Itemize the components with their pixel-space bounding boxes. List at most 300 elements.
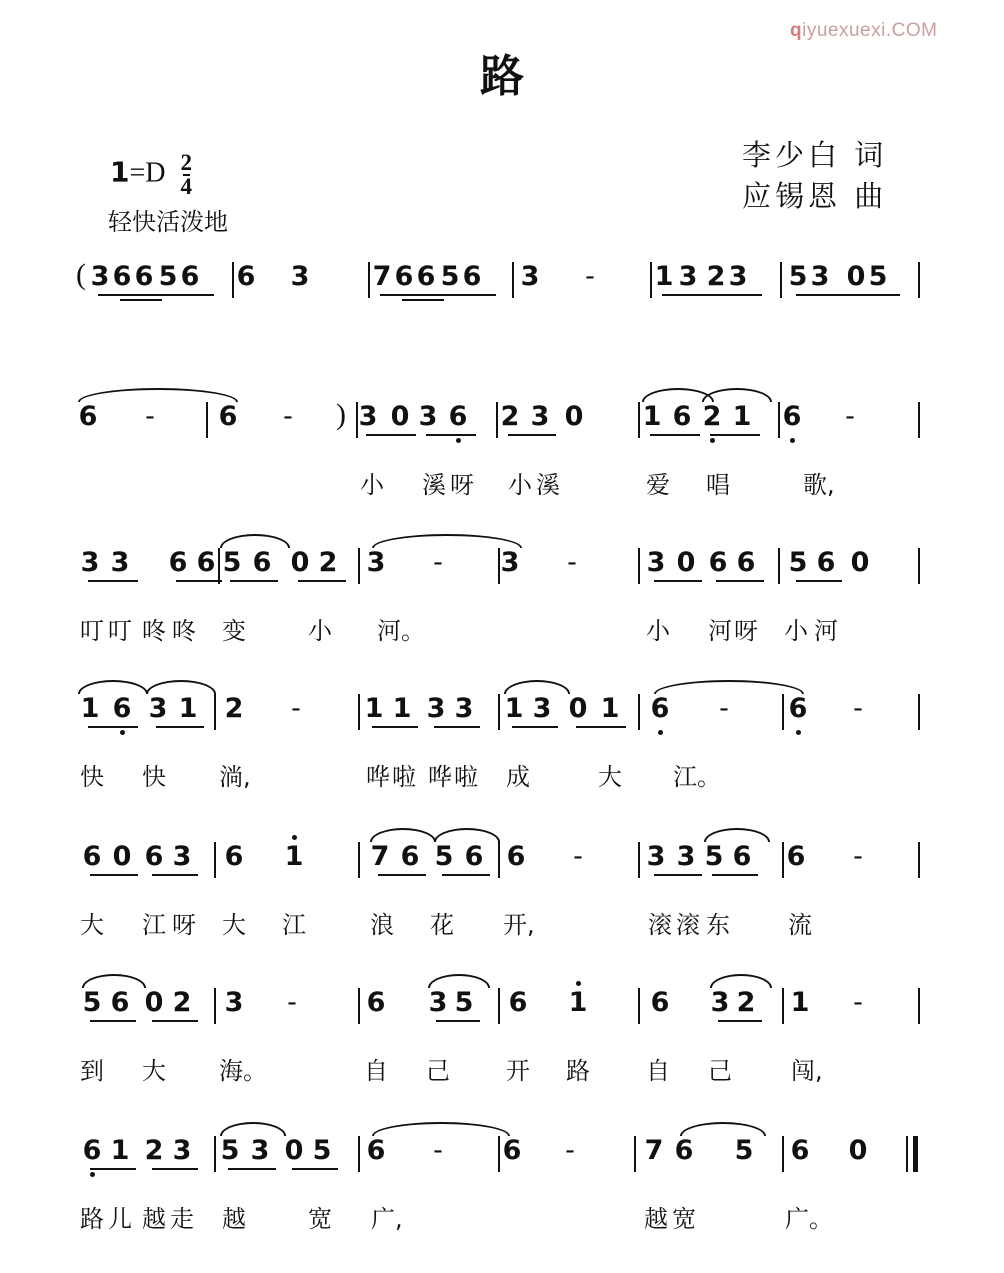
- note: 6: [790, 1135, 810, 1166]
- score-line: [0, 692, 1004, 812]
- beam-underline: [230, 580, 278, 582]
- bar-line: [778, 402, 780, 438]
- note: 6: [168, 547, 188, 578]
- lyric-syllable: 小: [308, 617, 332, 645]
- lyric-syllable: 江: [282, 911, 306, 939]
- lyric-syllable: 开: [506, 1057, 530, 1085]
- score-line: [0, 986, 1004, 1106]
- beam-underline: [796, 580, 842, 582]
- time-signature: [181, 152, 193, 198]
- beam-underline: [378, 874, 426, 876]
- note: 5: [222, 547, 242, 578]
- slur-arc: [504, 680, 570, 694]
- slur-arc: [372, 1122, 510, 1136]
- note: 6: [394, 261, 414, 292]
- slur-arc: [704, 828, 770, 842]
- composer-credit: 应锡恩 曲: [742, 179, 888, 213]
- key-signature: [110, 152, 192, 198]
- slur-arc: [434, 828, 500, 842]
- beam-underline: [796, 294, 900, 296]
- note: 6: [816, 547, 836, 578]
- bar-line: [356, 402, 358, 438]
- score-line: [0, 840, 1004, 960]
- beam-underline: [156, 726, 204, 728]
- note: 3: [426, 693, 446, 724]
- note: 6: [672, 401, 692, 432]
- note: 0: [676, 547, 696, 578]
- lyric-syllable: 叮: [108, 617, 132, 645]
- bar-line: [498, 548, 500, 584]
- note: 5: [788, 261, 808, 292]
- lyric-syllable: 自: [646, 1057, 670, 1085]
- slur-arc: [680, 1122, 766, 1136]
- notation-row: [0, 986, 1004, 1026]
- score-line: [0, 1134, 1004, 1254]
- note: 1: [80, 693, 100, 724]
- note: 1: [642, 401, 662, 432]
- bar-line: [638, 548, 640, 584]
- note: 0: [846, 261, 866, 292]
- beam-underline: [576, 726, 626, 728]
- note: 3: [366, 547, 386, 578]
- slur-arc: [146, 680, 216, 694]
- lyric-syllable: 成: [506, 763, 530, 791]
- note-dash: -: [573, 841, 583, 872]
- note: 1: [732, 401, 752, 432]
- lyric-syllable: 儿: [108, 1205, 132, 1233]
- note-dash: -: [853, 987, 863, 1018]
- note: 2: [224, 693, 244, 724]
- score-line: [0, 546, 1004, 666]
- lyric-syllable: 闯,: [791, 1057, 823, 1085]
- note: 2: [144, 1135, 164, 1166]
- note: 3: [810, 261, 830, 292]
- lyric-syllable: 呀: [734, 617, 758, 645]
- lyric-syllable: 咚: [172, 617, 196, 645]
- beam-underline: [654, 874, 702, 876]
- lyric-syllable: 快: [142, 763, 166, 791]
- bar-line: [214, 694, 216, 730]
- lyric-syllable: 大: [80, 911, 104, 939]
- note: 0: [564, 401, 584, 432]
- beam-underline: [512, 726, 558, 728]
- key-tonic: 1: [110, 155, 130, 189]
- lyric-syllable: 花: [430, 911, 454, 939]
- lyric-syllable: 大: [598, 763, 622, 791]
- bar-line: [498, 842, 500, 878]
- note: 3: [532, 693, 552, 724]
- bar-line: [780, 262, 782, 298]
- lyric-syllable: 呀: [450, 471, 474, 499]
- beam-underline: [152, 1020, 198, 1022]
- beam-underline: [710, 434, 760, 436]
- notation-row: [0, 260, 1004, 300]
- note: 7: [372, 261, 392, 292]
- note: 0: [848, 1135, 868, 1166]
- notation-row: [0, 546, 1004, 586]
- lyric-syllable: 江。: [673, 763, 721, 791]
- bar-line: [782, 694, 784, 730]
- note: 6: [82, 841, 102, 872]
- bar-line: [206, 402, 208, 438]
- beam-underline: [88, 726, 138, 728]
- slur-arc: [220, 534, 290, 548]
- note: 3: [728, 261, 748, 292]
- note: 6: [736, 547, 756, 578]
- slur-arc: [702, 388, 772, 402]
- lyric-syllable: 自: [364, 1057, 388, 1085]
- beam-underline: [228, 1168, 276, 1170]
- lyric-syllable: 哗: [366, 763, 390, 791]
- bar-line: [782, 1136, 784, 1172]
- beam-underline: [292, 1168, 338, 1170]
- bar-line: [358, 842, 360, 878]
- notation-row: [0, 400, 1004, 440]
- note: 5: [788, 547, 808, 578]
- note: 0: [290, 547, 310, 578]
- note: 1: [178, 693, 198, 724]
- score-line: [0, 260, 1004, 380]
- note: 6: [788, 693, 808, 724]
- note: 3: [148, 693, 168, 724]
- beam-underline: [436, 1020, 480, 1022]
- beam-underline: [90, 1020, 136, 1022]
- beam-underline: [434, 726, 480, 728]
- lyric-syllable: 河。: [377, 617, 425, 645]
- beam-underline: [372, 726, 418, 728]
- note: 3: [358, 401, 378, 432]
- note: 5: [454, 987, 474, 1018]
- note: 6: [110, 987, 130, 1018]
- note: 6: [508, 987, 528, 1018]
- time-numerator: 2: [180, 150, 193, 175]
- bar-line: [782, 988, 784, 1024]
- lyric-syllable: 小: [508, 471, 532, 499]
- bar-line: [498, 988, 500, 1024]
- slur-arc: [710, 974, 772, 988]
- beam-underline: [662, 294, 762, 296]
- watermark: qiyuexuexi.COM: [790, 20, 938, 41]
- lyric-syllable: 小: [360, 471, 384, 499]
- note: 6: [82, 1135, 102, 1166]
- note-dash: -: [719, 693, 729, 724]
- beam-underline: [88, 580, 138, 582]
- lyric-syllable: 己: [708, 1057, 732, 1085]
- note: 3: [500, 547, 520, 578]
- note: 6: [218, 401, 238, 432]
- lyric-syllable: 滚: [676, 911, 700, 939]
- note: 1: [364, 693, 384, 724]
- lyricist-credit: 李少白 词: [742, 138, 888, 172]
- bar-line: [214, 988, 216, 1024]
- bar-line: [214, 842, 216, 878]
- note-dash: -: [853, 841, 863, 872]
- note: 6: [112, 261, 132, 292]
- beam-underline: [90, 874, 138, 876]
- note: 6: [400, 841, 420, 872]
- note: 3: [224, 987, 244, 1018]
- bar-line: [650, 262, 652, 298]
- lyric-syllable: 淌,: [219, 763, 251, 791]
- note-dash: -: [145, 401, 155, 432]
- note-dash: -: [845, 401, 855, 432]
- note: 7: [370, 841, 390, 872]
- score-line: [0, 400, 1004, 520]
- lyric-syllable: 越: [222, 1205, 246, 1233]
- beam-underline: [442, 874, 490, 876]
- note: 6: [502, 1135, 522, 1166]
- note: 5: [734, 1135, 754, 1166]
- note: 3: [454, 693, 474, 724]
- note: 6: [366, 987, 386, 1018]
- lyric-syllable: 快: [80, 763, 104, 791]
- note-dash: -: [565, 1135, 575, 1166]
- lyric-syllable: 广,: [371, 1205, 403, 1233]
- beam-underline: [298, 580, 346, 582]
- bar-line: [512, 262, 514, 298]
- note: 6: [78, 401, 98, 432]
- note: 5: [704, 841, 724, 872]
- note: 2: [706, 261, 726, 292]
- repeat-parenthesis: (: [76, 258, 86, 291]
- lyric-syllable: 越: [644, 1205, 668, 1233]
- lyric-syllable: 河: [814, 617, 838, 645]
- lyric-syllable: 开,: [503, 911, 535, 939]
- bar-line: [634, 1136, 636, 1172]
- slur-arc: [370, 828, 436, 842]
- bar-line: [918, 842, 920, 878]
- note: 6: [462, 261, 482, 292]
- lyric-syllable: 宽: [672, 1205, 696, 1233]
- note: 0: [568, 693, 588, 724]
- note: 5: [868, 261, 888, 292]
- lyric-syllable: 小: [784, 617, 808, 645]
- lyric-syllable: 走: [170, 1205, 194, 1233]
- lyric-syllable: 宽: [308, 1205, 332, 1233]
- lyric-syllable: 己: [426, 1057, 450, 1085]
- bar-line: [358, 988, 360, 1024]
- key-note: D: [145, 157, 166, 189]
- beam-underline: [176, 580, 222, 582]
- beam-underline: [718, 1020, 762, 1022]
- beam-underline: [366, 434, 416, 436]
- note: 6: [464, 841, 484, 872]
- beam-underline: [120, 299, 162, 301]
- bar-line: [918, 548, 920, 584]
- bar-line: [638, 988, 640, 1024]
- note: 6: [782, 401, 802, 432]
- slur-arc: [78, 388, 238, 402]
- bar-line: [358, 694, 360, 730]
- lyric-syllable: 叮: [80, 617, 104, 645]
- note: 3: [172, 841, 192, 872]
- note-dash: -: [853, 693, 863, 724]
- beam-underline: [426, 434, 476, 436]
- lyric-syllable: 路: [80, 1205, 104, 1233]
- time-denominator: 4: [180, 174, 193, 199]
- note: 6: [506, 841, 526, 872]
- note: 2: [702, 401, 722, 432]
- note: 6: [236, 261, 256, 292]
- note: 2: [172, 987, 192, 1018]
- bar-line: [218, 548, 220, 584]
- note: 3: [250, 1135, 270, 1166]
- note: 6: [732, 841, 752, 872]
- note: 1: [504, 693, 524, 724]
- beam-underline: [654, 580, 702, 582]
- note: 3: [428, 987, 448, 1018]
- note: 6: [112, 693, 132, 724]
- note: 6: [224, 841, 244, 872]
- bar-line: [918, 402, 920, 438]
- bar-line: [496, 402, 498, 438]
- lyric-syllable: 溪: [422, 471, 446, 499]
- note-dash: -: [585, 261, 595, 292]
- note: 3: [676, 841, 696, 872]
- note: 3: [172, 1135, 192, 1166]
- lyric-syllable: 到: [80, 1057, 104, 1085]
- lyric-syllable: 河: [708, 617, 732, 645]
- lyric-syllable: 溪: [536, 471, 560, 499]
- beam-underline: [508, 434, 556, 436]
- note: 5: [220, 1135, 240, 1166]
- bar-line: [638, 694, 640, 730]
- note: 3: [110, 547, 130, 578]
- note: 0: [390, 401, 410, 432]
- note: 2: [500, 401, 520, 432]
- bar-line: [214, 1136, 216, 1172]
- lyric-syllable: 广。: [785, 1205, 833, 1233]
- note: 6: [416, 261, 436, 292]
- beam-underline: [716, 580, 764, 582]
- note-dash: -: [283, 401, 293, 432]
- slur-arc: [220, 1122, 286, 1136]
- note-dash: -: [567, 547, 577, 578]
- notation-row: [0, 1134, 1004, 1174]
- lyric-syllable: 啦: [392, 763, 416, 791]
- note: 5: [434, 841, 454, 872]
- lyric-syllable: 东: [706, 911, 730, 939]
- notation-row: [0, 840, 1004, 880]
- note: 1: [654, 261, 674, 292]
- beam-underline: [98, 294, 214, 296]
- note: 1: [284, 841, 304, 872]
- note: 1: [392, 693, 412, 724]
- lyric-syllable: 越: [142, 1205, 166, 1233]
- bar-line: [918, 262, 920, 298]
- note: 5: [82, 987, 102, 1018]
- key-equals: =: [129, 157, 146, 189]
- slur-arc: [428, 974, 490, 988]
- bar-line: [918, 988, 920, 1024]
- slur-arc: [654, 680, 804, 694]
- note: 3: [530, 401, 550, 432]
- bar-line: [232, 262, 234, 298]
- slur-arc: [82, 974, 146, 988]
- beam-underline: [152, 1168, 198, 1170]
- lyric-syllable: 爱: [646, 471, 670, 499]
- song-title: 路: [480, 51, 524, 102]
- bar-line: [638, 402, 640, 438]
- note: 0: [112, 841, 132, 872]
- lyric-syllable: 路: [566, 1057, 590, 1085]
- note: 3: [290, 261, 310, 292]
- note: 2: [318, 547, 338, 578]
- beam-underline: [90, 1168, 136, 1170]
- note: 6: [708, 547, 728, 578]
- note: 6: [196, 547, 216, 578]
- note: 3: [710, 987, 730, 1018]
- note: 1: [568, 987, 588, 1018]
- note: 6: [650, 693, 670, 724]
- beam-underline: [712, 874, 758, 876]
- slur-arc: [372, 534, 522, 548]
- lyric-syllable: 小: [646, 617, 670, 645]
- note: 3: [646, 841, 666, 872]
- note-dash: -: [287, 987, 297, 1018]
- notation-row: [0, 692, 1004, 732]
- note: 6: [144, 841, 164, 872]
- note: 3: [678, 261, 698, 292]
- lyric-syllable: 大: [142, 1057, 166, 1085]
- note: 0: [850, 547, 870, 578]
- note: 3: [520, 261, 540, 292]
- lyric-syllable: 唱: [706, 471, 730, 499]
- slur-arc: [78, 680, 148, 694]
- tempo-marking: 轻快活泼地: [108, 208, 228, 236]
- note: 2: [736, 987, 756, 1018]
- bar-line: [778, 548, 780, 584]
- note: 3: [90, 261, 110, 292]
- bar-line: [368, 262, 370, 298]
- bar-line: [638, 842, 640, 878]
- note: 6: [674, 1135, 694, 1166]
- lyric-syllable: 流: [788, 911, 812, 939]
- note: 6: [786, 841, 806, 872]
- note: 3: [646, 547, 666, 578]
- note-dash: -: [433, 547, 443, 578]
- note: 5: [312, 1135, 332, 1166]
- lyric-syllable: 海。: [219, 1057, 267, 1085]
- note-dash: -: [291, 693, 301, 724]
- note: 6: [134, 261, 154, 292]
- bar-line: [498, 1136, 500, 1172]
- bar-line: [358, 548, 360, 584]
- beam-underline: [152, 874, 198, 876]
- note: 7: [644, 1135, 664, 1166]
- lyric-syllable: 浪: [370, 911, 394, 939]
- beam-underline: [650, 434, 700, 436]
- beam-underline: [402, 299, 444, 301]
- note: 5: [158, 261, 178, 292]
- final-bar-line: [906, 1136, 920, 1172]
- lyric-syllable: 变: [222, 617, 246, 645]
- lyric-syllable: 啦: [454, 763, 478, 791]
- bar-line: [918, 694, 920, 730]
- note: 3: [418, 401, 438, 432]
- note: 1: [790, 987, 810, 1018]
- lyric-syllable: 大: [222, 911, 246, 939]
- beam-underline: [380, 294, 496, 296]
- note-dash: -: [433, 1135, 443, 1166]
- note: 5: [440, 261, 460, 292]
- bar-line: [782, 842, 784, 878]
- note: 3: [80, 547, 100, 578]
- note: 6: [448, 401, 468, 432]
- lyric-syllable: 呀: [172, 911, 196, 939]
- note: 1: [110, 1135, 130, 1166]
- note: 6: [180, 261, 200, 292]
